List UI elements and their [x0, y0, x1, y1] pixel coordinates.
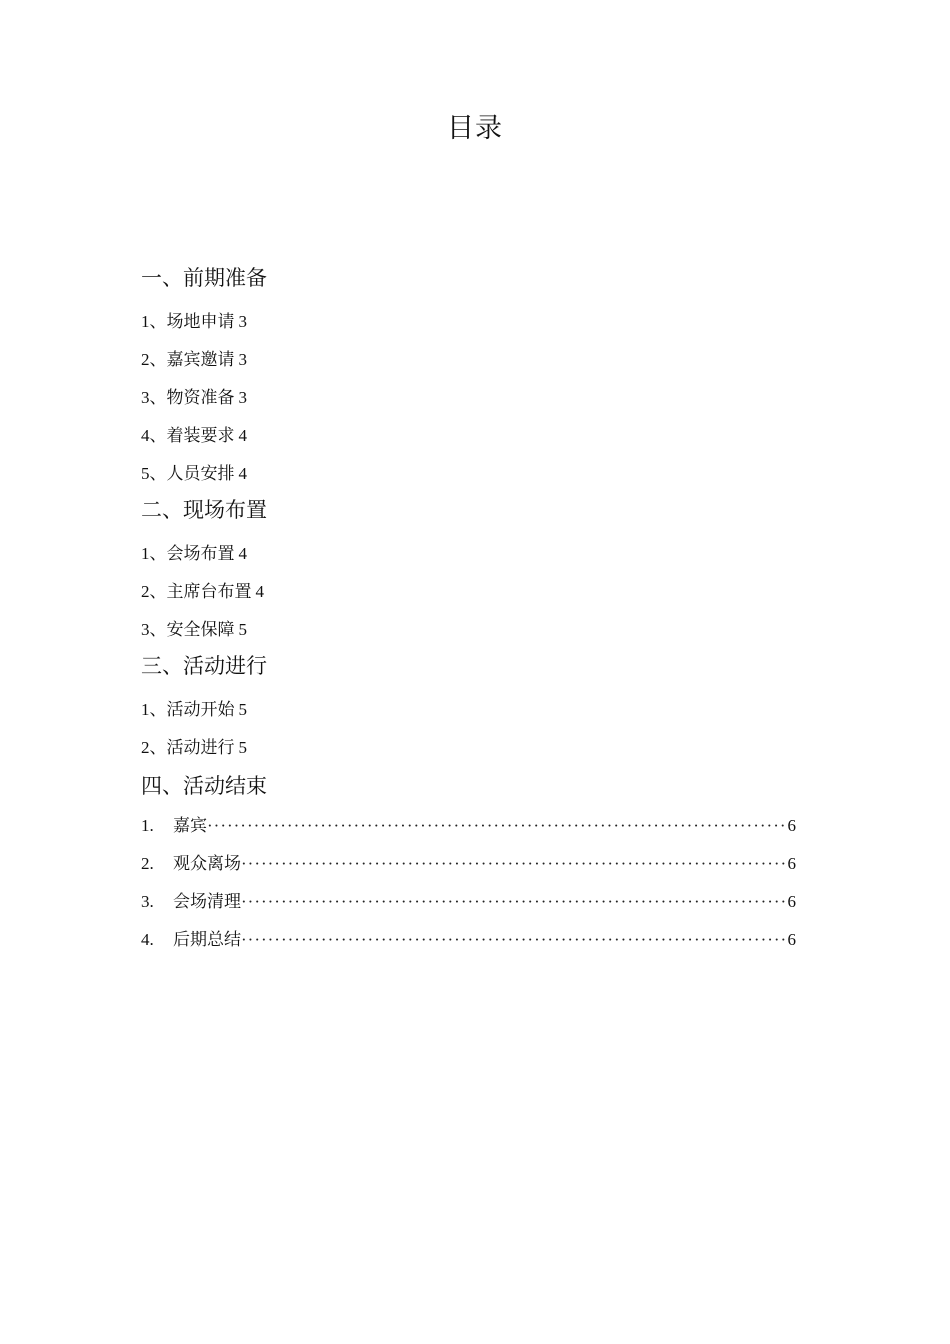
toc-entry-label: 4、着装要求	[141, 426, 235, 445]
toc-entry-label: 嘉宾	[173, 816, 207, 835]
dot-leader	[241, 928, 786, 952]
toc-entry[interactable]	[141, 462, 796, 486]
dot-leader	[241, 890, 786, 914]
toc-entry-label: 1、会场布置	[141, 544, 235, 563]
toc-entry-page: 4	[238, 426, 247, 445]
toc-entry-page: 5	[238, 700, 247, 719]
toc-entry-page: 4	[255, 582, 264, 601]
toc-section-heading: 三、活动进行	[141, 654, 267, 678]
toc-entry[interactable]	[141, 424, 796, 448]
toc-entry-label: 后期总结	[173, 930, 241, 949]
toc-entry-number: 1.	[141, 816, 154, 835]
toc-entry-label: 2、主席台布置	[141, 582, 252, 601]
toc-entry[interactable]	[141, 618, 796, 642]
toc-entry-page: 6	[787, 854, 796, 873]
toc-entry[interactable]	[141, 580, 796, 604]
toc-section-heading: 一、前期准备	[141, 266, 267, 290]
page-title: 目录	[447, 113, 503, 143]
toc-entry-page: 3	[238, 350, 247, 369]
toc-entry-page: 5	[238, 620, 247, 639]
toc-entry-label: 2、嘉宾邀请	[141, 350, 235, 369]
toc-entry-page: 3	[238, 312, 247, 331]
toc-section-heading: 四、活动结束	[141, 774, 267, 798]
toc-entry-number: 2.	[141, 854, 154, 873]
toc-entry[interactable]	[141, 542, 796, 566]
toc-entry-label: 1、场地申请	[141, 312, 235, 331]
toc-entry-dotted[interactable]	[141, 890, 796, 914]
toc-section-heading: 二、现场布置	[141, 498, 267, 522]
toc-entry-page: 6	[787, 892, 796, 911]
toc-entry-page: 4	[238, 544, 247, 563]
toc-entry-page: 4	[238, 464, 247, 483]
dot-leader	[207, 814, 786, 838]
toc-entry[interactable]	[141, 736, 796, 760]
toc-entry[interactable]	[141, 348, 796, 372]
toc-entry-page: 5	[238, 738, 247, 757]
toc-entry-page: 6	[787, 930, 796, 949]
toc-entry-label: 5、人员安排	[141, 464, 235, 483]
toc-entry-label: 2、活动进行	[141, 738, 235, 757]
toc-entry[interactable]	[141, 310, 796, 334]
toc-entry-label: 1、活动开始	[141, 700, 235, 719]
toc-entry-label: 观众离场	[173, 854, 241, 873]
dot-leader	[241, 852, 786, 876]
toc-entry-number: 4.	[141, 930, 154, 949]
toc-entry-page: 3	[238, 388, 247, 407]
table-of-contents	[141, 264, 796, 966]
toc-entry-dotted[interactable]	[141, 852, 796, 876]
toc-entry-page: 6	[787, 816, 796, 835]
toc-entry-label: 会场清理	[173, 892, 241, 911]
toc-entry-label: 3、物资准备	[141, 388, 235, 407]
toc-entry-number: 3.	[141, 892, 154, 911]
toc-entry[interactable]	[141, 386, 796, 410]
toc-entry-dotted[interactable]	[141, 928, 796, 952]
toc-entry-dotted[interactable]	[141, 814, 796, 838]
toc-entry-label: 3、安全保障	[141, 620, 235, 639]
toc-entry[interactable]	[141, 698, 796, 722]
